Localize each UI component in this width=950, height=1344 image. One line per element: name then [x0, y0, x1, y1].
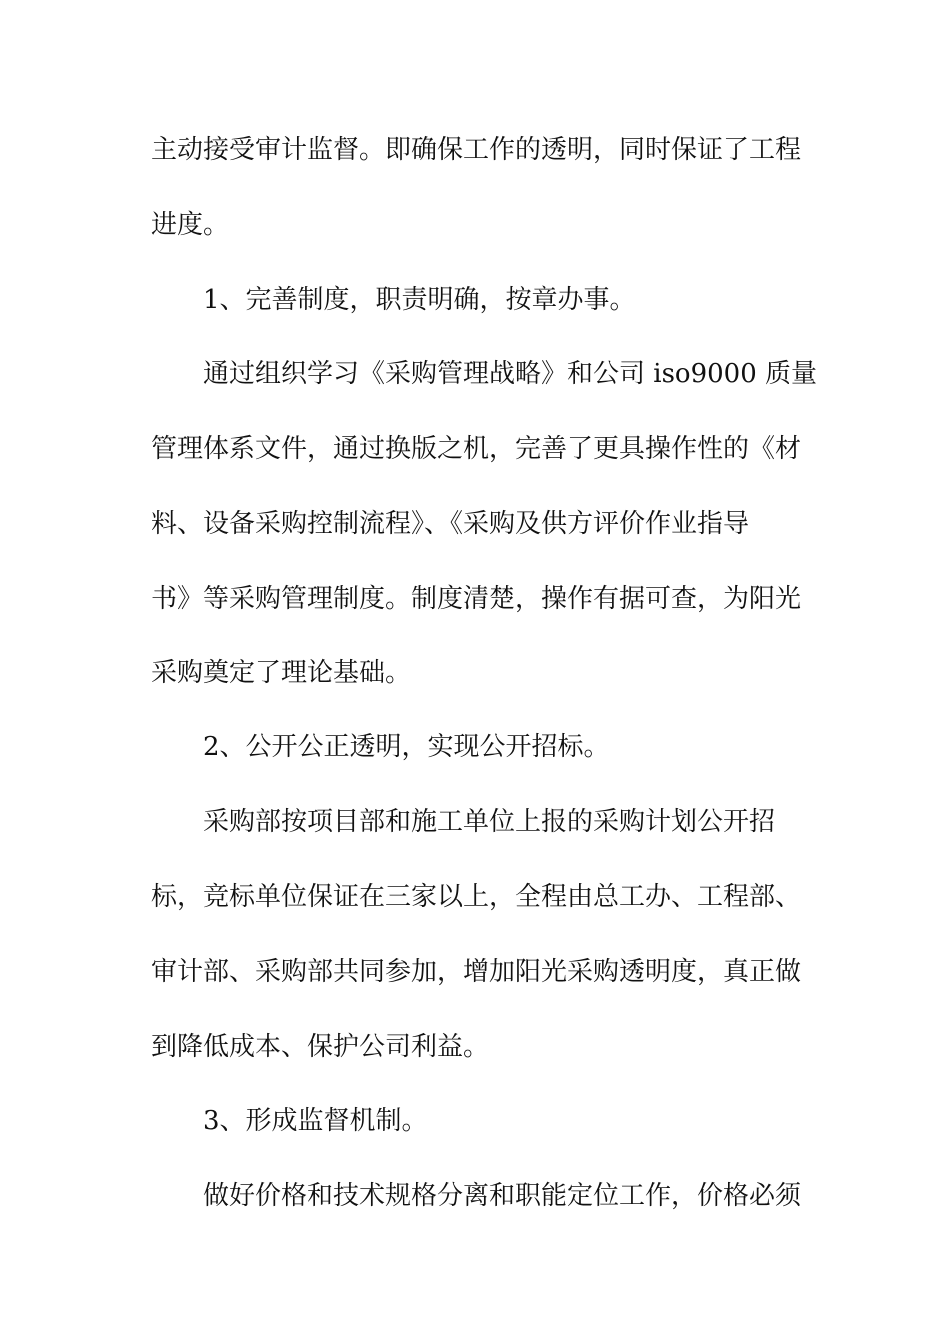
text-line: 标，竞标单位保证在三家以上，全程由总工办、工程部、 — [151, 882, 802, 912]
text-line: 料、设备采购控制流程》、《采购及供方评价作业指导 — [151, 509, 750, 539]
section-heading: 1、完善制度，职责明确，按章办事。 — [203, 285, 636, 315]
section-heading: 2、公开公正透明，实现公开招标。 — [203, 732, 610, 762]
text-line: 做好价格和技术规格分离和职能定位工作，价格必须 — [203, 1181, 802, 1211]
text-line: 采购部按项目部和施工单位上报的采购计划公开招 — [203, 807, 776, 837]
text-line: 管理体系文件，通过换版之机，完善了更具操作性的《材 — [151, 434, 802, 464]
text-line: 审计部、采购部共同参加，增加阳光采购透明度，真正做 — [151, 957, 802, 987]
text-line: 通过组织学习《采购管理战略》和公司 iso9000 质量 — [203, 359, 818, 389]
text-line: 采购奠定了理论基础。 — [151, 658, 412, 688]
text-line: 书》等采购管理制度。制度清楚，操作有据可查，为阳光 — [151, 584, 802, 614]
text-line: 到降低成本、保护公司利益。 — [151, 1032, 490, 1062]
text-line: 主动接受审计监督。即确保工作的透明，同时保证了工程 — [151, 135, 802, 165]
section-heading: 3、形成监督机制。 — [203, 1106, 428, 1136]
text-line: 进度。 — [151, 210, 230, 240]
